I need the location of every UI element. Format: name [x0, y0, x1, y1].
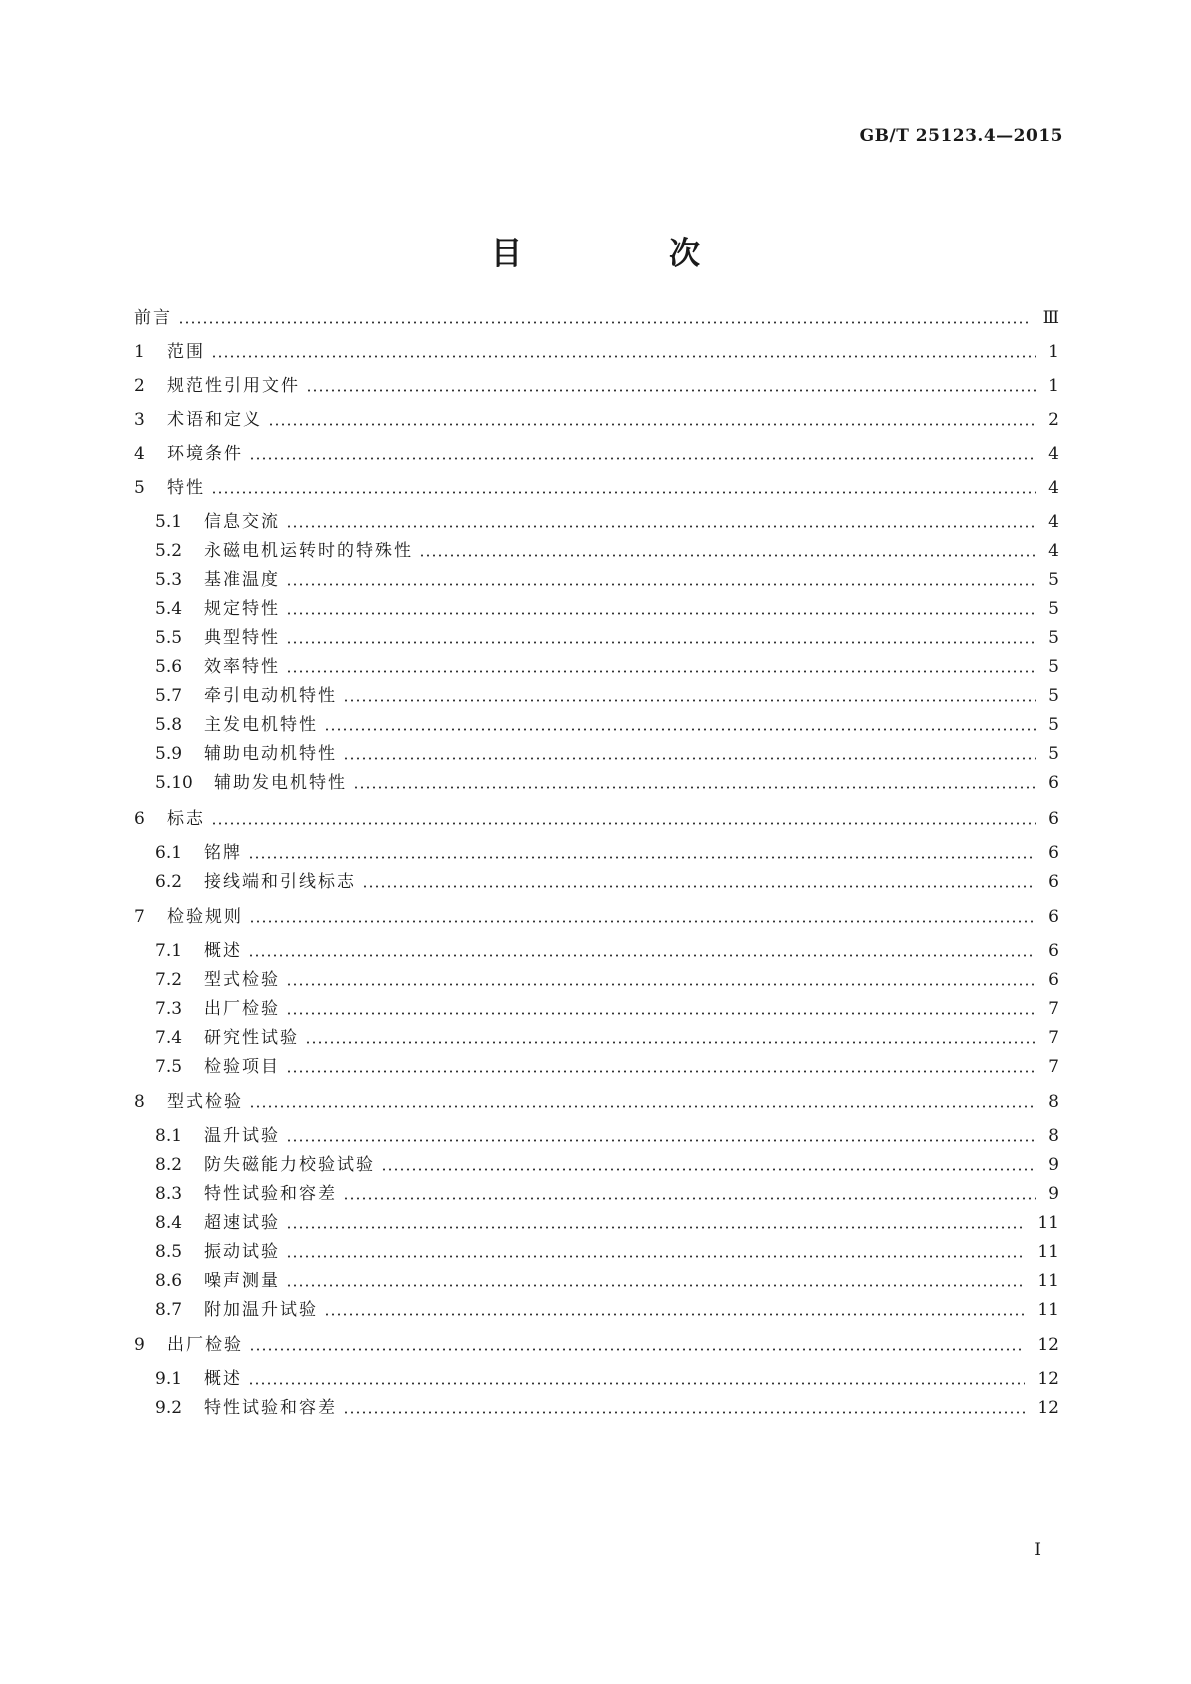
toc-entry-number: 5.8 — [155, 715, 183, 735]
toc-entry-label: 出厂检验 — [167, 1333, 247, 1357]
toc-dot-leader — [362, 885, 1036, 888]
toc-dot-leader — [343, 699, 1036, 702]
toc-entry-label: 温升试验 — [204, 1124, 284, 1148]
toc-entry-number: 5.4 — [155, 599, 183, 619]
toc-entry-page: 12 — [1037, 1398, 1059, 1418]
toc-entry-label: 术语和定义 — [167, 408, 266, 432]
toc-entry-label: 标志 — [167, 807, 209, 831]
toc-dot-leader — [248, 856, 1036, 859]
toc-entry-number: 7.3 — [155, 999, 183, 1019]
toc-entry-label: 超速试验 — [204, 1211, 284, 1235]
toc-entry-page: 12 — [1037, 1369, 1059, 1389]
toc-entry-page: 9 — [1048, 1184, 1059, 1204]
toc-dot-leader — [286, 612, 1036, 615]
toc-dot-leader — [286, 1284, 1025, 1287]
toc-dot-leader — [324, 728, 1036, 731]
toc-entry-label: 铭牌 — [204, 841, 246, 865]
toc-entry-number: 9.2 — [155, 1398, 183, 1418]
toc-dot-leader — [286, 1070, 1036, 1073]
toc-entry-number: 5.7 — [155, 686, 183, 706]
toc-entry-label: 效率特性 — [204, 655, 284, 679]
toc-entry-number: 5.9 — [155, 744, 183, 764]
toc-dot-leader — [286, 1139, 1036, 1142]
toc-entry-page: 7 — [1048, 1028, 1059, 1048]
toc-entry-label: 规范性引用文件 — [167, 374, 304, 398]
toc-entry-page: 11 — [1037, 1300, 1059, 1320]
toc-entry-label: 防失磁能力校验试验 — [204, 1153, 379, 1177]
toc-dot-leader — [286, 983, 1036, 986]
toc-entry-page: 5 — [1048, 570, 1059, 590]
toc-entry-page: 12 — [1037, 1335, 1059, 1355]
toc-entry — [0, 374, 1191, 398]
toc-dot-leader — [286, 583, 1036, 586]
toc-entry-page: 6 — [1048, 773, 1059, 793]
toc-entry — [0, 1396, 1191, 1420]
toc-entry — [0, 306, 1191, 330]
toc-dot-leader — [249, 920, 1036, 923]
toc-entry — [0, 1124, 1191, 1148]
toc-entry-number: 5 — [134, 478, 145, 498]
toc-entry-page: 11 — [1037, 1271, 1059, 1291]
toc-entry-label: 概述 — [204, 1367, 246, 1391]
toc-entry-number: 9.1 — [155, 1369, 183, 1389]
toc-entry — [0, 968, 1191, 992]
toc-dot-leader — [211, 491, 1036, 494]
toc-entry — [0, 939, 1191, 963]
toc-entry-number: 8.7 — [155, 1300, 183, 1320]
toc-dot-leader — [286, 670, 1036, 673]
toc-entry-label: 主发电机特性 — [204, 713, 322, 737]
toc-entry-number: 8.3 — [155, 1184, 183, 1204]
toc-entry — [0, 539, 1191, 563]
toc-entry — [0, 1367, 1191, 1391]
toc-entry — [0, 1240, 1191, 1264]
toc-entry — [0, 870, 1191, 894]
toc-entry-number: 7.1 — [155, 941, 183, 961]
toc-entry-label: 典型特性 — [204, 626, 284, 650]
toc-entry — [0, 713, 1191, 737]
toc-dot-leader — [286, 1012, 1036, 1015]
toc-dot-leader — [249, 1105, 1036, 1108]
toc-entry-page: 11 — [1037, 1213, 1059, 1233]
toc-entry-page: 8 — [1048, 1092, 1059, 1112]
toc-title: 目 次 — [491, 236, 758, 272]
toc-entry-number: 6.2 — [155, 872, 183, 892]
toc-dot-leader — [249, 1348, 1025, 1351]
toc-entry-label: 研究性试验 — [204, 1026, 303, 1050]
toc-entry — [0, 841, 1191, 865]
toc-dot-leader — [248, 1382, 1025, 1385]
toc-entry-label: 永磁电机运转时的特殊性 — [204, 539, 417, 563]
toc-entry-number: 5.6 — [155, 657, 183, 677]
toc-dot-leader — [305, 1041, 1036, 1044]
toc-entry-label: 概述 — [204, 939, 246, 963]
toc-entry — [0, 1153, 1191, 1177]
toc-entry-page: 6 — [1048, 809, 1059, 829]
toc-entry — [0, 1333, 1191, 1357]
page-number-footer: Ⅰ — [1034, 1540, 1041, 1560]
toc-entry-page: 6 — [1048, 907, 1059, 927]
toc-entry — [0, 476, 1191, 500]
toc-entry — [0, 807, 1191, 831]
toc-entry-page: 7 — [1048, 1057, 1059, 1077]
toc-entry-number: 4 — [134, 444, 145, 464]
toc-entry-label: 信息交流 — [204, 510, 284, 534]
toc-entry-label: 出厂检验 — [204, 997, 284, 1021]
toc-entry-label: 特性 — [167, 476, 209, 500]
toc-dot-leader — [343, 1411, 1025, 1414]
toc-entry-number: 5.2 — [155, 541, 183, 561]
toc-entry-page: 1 — [1048, 342, 1059, 362]
toc-entry-label: 型式检验 — [204, 968, 284, 992]
toc-entry-number: 7.5 — [155, 1057, 183, 1077]
toc-entry-page: 4 — [1048, 541, 1059, 561]
toc-dot-leader — [286, 641, 1036, 644]
toc-entry — [0, 997, 1191, 1021]
toc-dot-leader — [286, 1226, 1025, 1229]
toc-entry-page: 5 — [1048, 657, 1059, 677]
toc-entry-label: 检验项目 — [204, 1055, 284, 1079]
toc-entry-number: 1 — [134, 342, 145, 362]
toc-entry — [0, 340, 1191, 364]
toc-entry-label: 接线端和引线标志 — [204, 870, 360, 894]
toc-entry-label: 规定特性 — [204, 597, 284, 621]
toc-entry-number: 5.3 — [155, 570, 183, 590]
toc-entry-number: 7.4 — [155, 1028, 183, 1048]
toc-entry-page: 6 — [1048, 872, 1059, 892]
toc-entry-page: 2 — [1048, 410, 1059, 430]
toc-entry — [0, 1182, 1191, 1206]
toc-entry — [0, 442, 1191, 466]
toc-entry-number: 8.1 — [155, 1126, 183, 1146]
toc-dot-leader — [381, 1168, 1036, 1171]
toc-dot-leader — [286, 525, 1036, 528]
standard-code-header: GB/T 25123.4—2015 — [859, 126, 1063, 146]
toc-entry — [0, 510, 1191, 534]
toc-entry-label: 型式检验 — [167, 1090, 247, 1114]
toc-entry-number: 5.1 — [155, 512, 183, 532]
toc-entry-number: 6 — [134, 809, 145, 829]
toc-dot-leader — [248, 954, 1036, 957]
toc-entry — [0, 408, 1191, 432]
toc-entry-label: 振动试验 — [204, 1240, 284, 1264]
toc-entry-label: 基准温度 — [204, 568, 284, 592]
toc-entry — [0, 1269, 1191, 1293]
toc-entry — [0, 597, 1191, 621]
toc-dot-leader — [211, 822, 1036, 825]
toc-entry-label: 辅助发电机特性 — [214, 771, 351, 795]
toc-entry — [0, 742, 1191, 766]
toc-dot-leader — [343, 757, 1036, 760]
toc-entry-number: 2 — [134, 376, 145, 396]
toc-entry-page: 4 — [1048, 444, 1059, 464]
toc-entry-number: 8.2 — [155, 1155, 183, 1175]
toc-entry-number: 8.4 — [155, 1213, 183, 1233]
toc-entry-page: 7 — [1048, 999, 1059, 1019]
toc-entry — [0, 1090, 1191, 1114]
toc-dot-leader — [306, 389, 1036, 392]
toc-entry-number: 7.2 — [155, 970, 183, 990]
toc-dot-leader — [286, 1255, 1025, 1258]
toc-dot-leader — [249, 457, 1036, 460]
toc-entry-number: 8.6 — [155, 1271, 183, 1291]
toc-entry-page: 5 — [1048, 628, 1059, 648]
toc-entry — [0, 771, 1191, 795]
toc-entry-label: 检验规则 — [167, 905, 247, 929]
toc-entry-number: 8.5 — [155, 1242, 183, 1262]
toc-entry-page: 6 — [1048, 970, 1059, 990]
toc-entry-label: 特性试验和容差 — [204, 1182, 341, 1206]
toc-entry-page: 5 — [1048, 744, 1059, 764]
toc-entry-number: 9 — [134, 1335, 145, 1355]
toc-entry-label: 范围 — [167, 340, 209, 364]
toc-entry-page: Ⅲ — [1042, 308, 1059, 328]
toc-entry-page: 9 — [1048, 1155, 1059, 1175]
toc-entry-label: 前言 — [134, 306, 176, 330]
toc-entry-page: 8 — [1048, 1126, 1059, 1146]
toc-dot-leader — [353, 786, 1036, 789]
toc-entry-page: 6 — [1048, 843, 1059, 863]
toc-entry-label: 牵引电动机特性 — [204, 684, 341, 708]
toc-entry-label: 辅助电动机特性 — [204, 742, 341, 766]
toc-entry-number: 5.5 — [155, 628, 183, 648]
toc-entry-page: 4 — [1048, 512, 1059, 532]
toc-entry-label: 噪声测量 — [204, 1269, 284, 1293]
toc-entry — [0, 1026, 1191, 1050]
toc-entry-label: 环境条件 — [167, 442, 247, 466]
toc-dot-leader — [178, 321, 1031, 324]
toc-entry-number: 3 — [134, 410, 145, 430]
toc-entry-page: 11 — [1037, 1242, 1059, 1262]
toc-entry — [0, 684, 1191, 708]
toc-entry — [0, 626, 1191, 650]
toc-entry-page: 5 — [1048, 686, 1059, 706]
toc-entry-page: 5 — [1048, 715, 1059, 735]
toc-entry — [0, 655, 1191, 679]
toc-entry — [0, 905, 1191, 929]
toc-dot-leader — [268, 423, 1036, 426]
toc-entry — [0, 568, 1191, 592]
toc-entry-number: 8 — [134, 1092, 145, 1112]
toc-entry-page: 5 — [1048, 599, 1059, 619]
toc-entry-number: 5.10 — [155, 773, 193, 793]
toc-dot-leader — [324, 1313, 1025, 1316]
toc-entry-page: 4 — [1048, 478, 1059, 498]
toc-dot-leader — [211, 355, 1036, 358]
toc-entry-label: 特性试验和容差 — [204, 1396, 341, 1420]
toc-entry-label: 附加温升试验 — [204, 1298, 322, 1322]
toc-entry-page: 1 — [1048, 376, 1059, 396]
toc-entry — [0, 1055, 1191, 1079]
toc-entry — [0, 1211, 1191, 1235]
toc-entry — [0, 1298, 1191, 1322]
toc-dot-leader — [419, 554, 1036, 557]
toc-entry-number: 7 — [134, 907, 145, 927]
toc-dot-leader — [343, 1197, 1036, 1200]
toc-entry-page: 6 — [1048, 941, 1059, 961]
toc-entry-number: 6.1 — [155, 843, 183, 863]
